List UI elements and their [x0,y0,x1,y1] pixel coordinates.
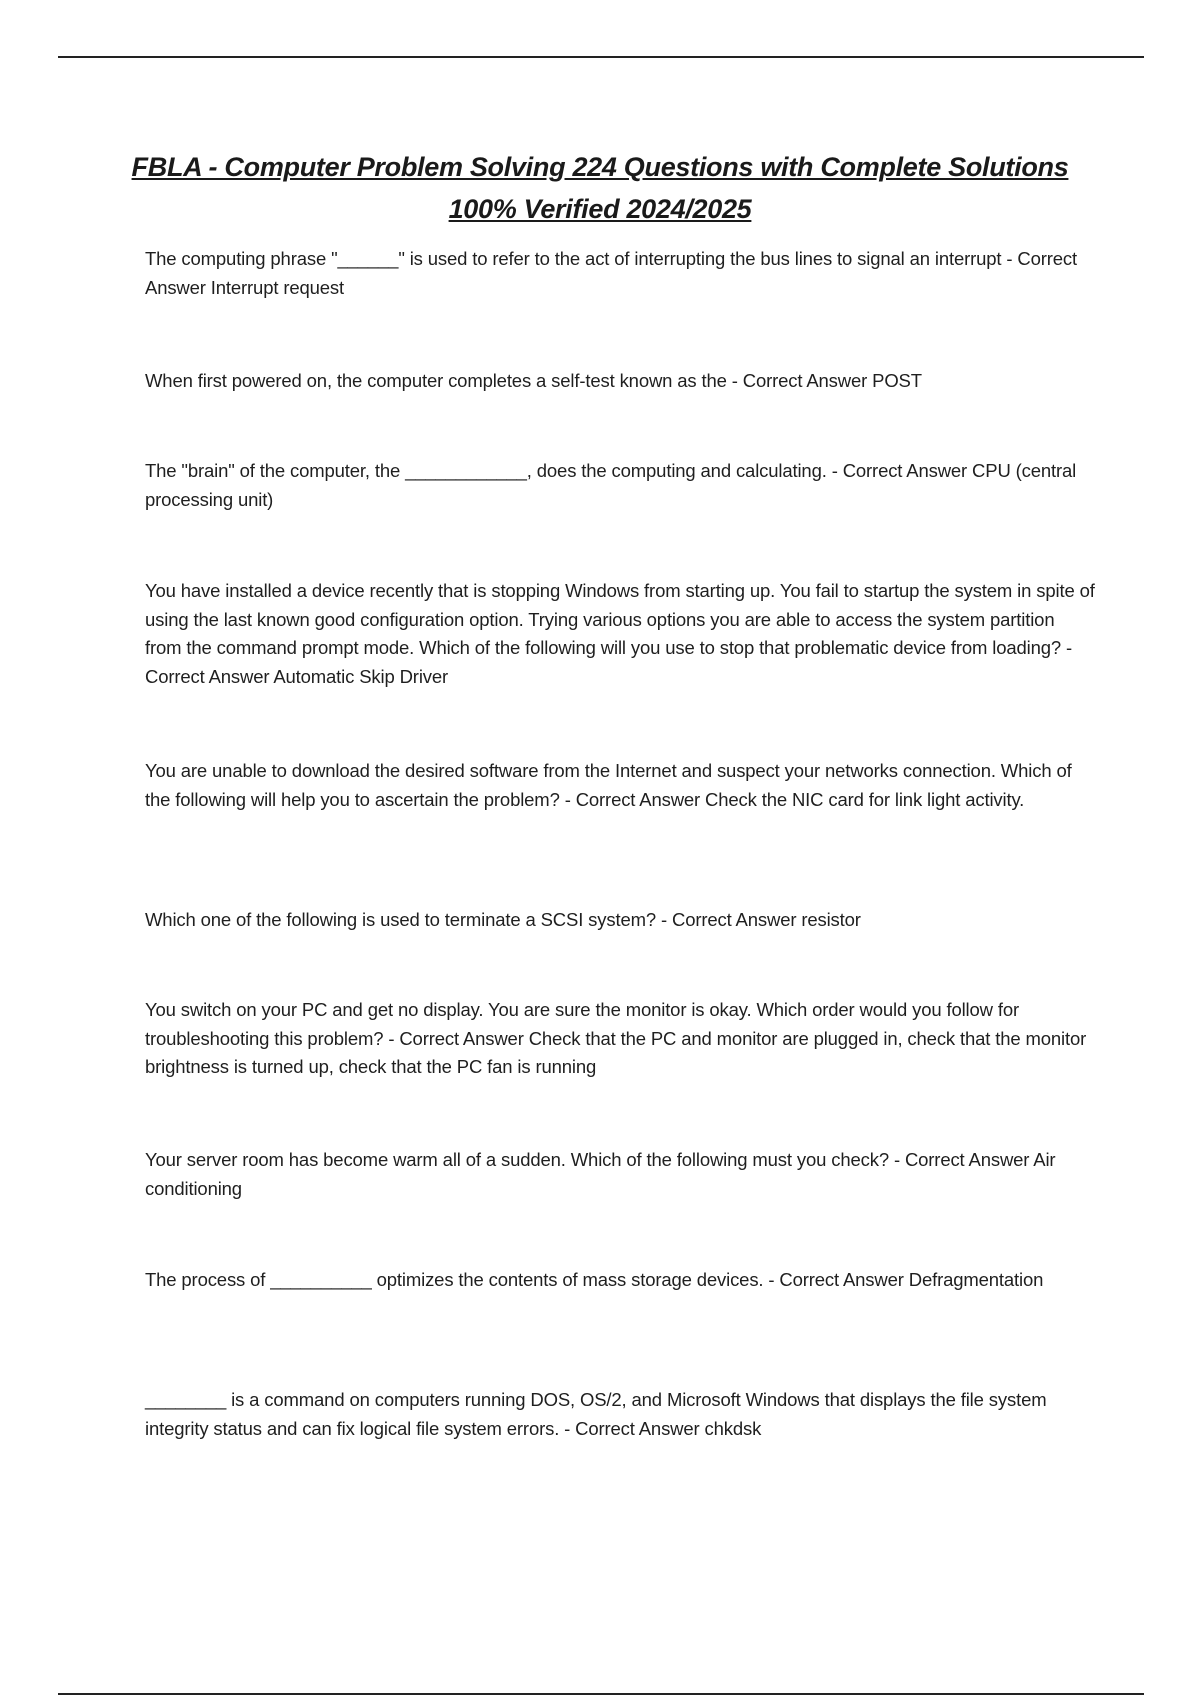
qa-item-chkdsk: ________ is a command on computers running DOS, OS/2, and Microsoft Windows that displays the file system integrity status and can fix logical file system errors. - Correct Answer chkdsk [145,1389,1047,1439]
qa-item-nic-card: You are unable to download the desired software from the Internet and suspect your networks connection. Which of the following will help you to ascertain the problem? - Correct Answer Check the NIC card for link light activity. [145,760,1072,810]
qa-item-post: When first powered on, the computer completes a self-test known as the - Correct Answer POST [145,370,922,391]
qa-item-cpu: The "brain" of the computer, the ____________, does the computing and calculating. - Correct Answer CPU (central processing unit) [145,460,1077,510]
qa-item-defragmentation: The process of __________ optimizes the contents of mass storage devices. - Correct Answer Defragmentation [145,1269,1044,1290]
qa-item-no-display: You switch on your PC and get no display. You are sure the monitor is okay. Which order would you follow for troubleshooting this problem? - Correct Answer Check that the PC and monitor are plugged in, check that the monitor brightness is turned up, check that the PC fan is running [145,999,1087,1077]
footer-divider [58,1693,1144,1695]
document-title: FBLA - Computer Problem Solving 224 Questions with Complete Solutions 100% Verified 2024/2025 [131,152,1069,224]
qa-item-interrupt-request: The computing phrase "______" is used to refer to the act of interrupting the bus lines to signal an interrupt - Correct Answer Interrupt request [145,248,1077,298]
qa-item-scsi: Which one of the following is used to terminate a SCSI system? - Correct Answer resistor [145,909,861,930]
qa-item-server-room: Your server room has become warm all of a sudden. Which of the following must you check? - Correct Answer Air conditioning [145,1149,1056,1199]
qa-item-automatic-skip-driver: You have installed a device recently that is stopping Windows from starting up. You fail to startup the system in spite of using the last known good configuration option. Trying various options you are able to access the system partition from the command prompt mode. Which of the following will you use to stop that problematic device from loading? - Correct Answer Automatic Skip Driver [145,580,1095,687]
header-divider [58,56,1144,58]
